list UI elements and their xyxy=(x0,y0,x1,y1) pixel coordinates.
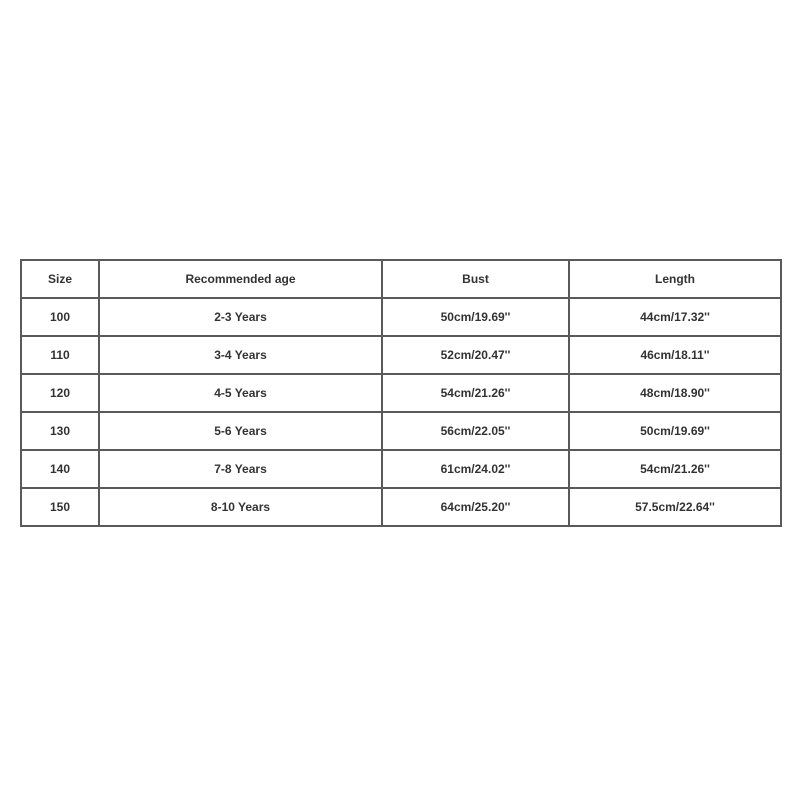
table-row xyxy=(21,374,781,412)
cell-bust: 52cm/20.47'' xyxy=(382,336,569,374)
size-chart-table xyxy=(20,259,782,527)
table-row xyxy=(21,336,781,374)
cell-bust: 61cm/24.02'' xyxy=(382,450,569,488)
cell-size: 110 xyxy=(21,336,99,374)
cell-age: 8-10 Years xyxy=(99,488,382,526)
header-bust: Bust xyxy=(382,260,569,298)
table-row xyxy=(21,298,781,336)
cell-size: 130 xyxy=(21,412,99,450)
header-row xyxy=(21,260,781,298)
cell-length: 48cm/18.90'' xyxy=(569,374,781,412)
cell-age: 5-6 Years xyxy=(99,412,382,450)
table-row xyxy=(21,488,781,526)
header-recommended-age: Recommended age xyxy=(99,260,382,298)
table-body xyxy=(21,298,781,526)
cell-length: 46cm/18.11'' xyxy=(569,336,781,374)
cell-size: 100 xyxy=(21,298,99,336)
cell-length: 44cm/17.32'' xyxy=(569,298,781,336)
table-header xyxy=(21,260,781,298)
cell-age: 3-4 Years xyxy=(99,336,382,374)
header-length: Length xyxy=(569,260,781,298)
cell-length: 57.5cm/22.64'' xyxy=(569,488,781,526)
cell-bust: 50cm/19.69'' xyxy=(382,298,569,336)
cell-size: 140 xyxy=(21,450,99,488)
cell-bust: 64cm/25.20'' xyxy=(382,488,569,526)
cell-size: 120 xyxy=(21,374,99,412)
cell-age: 7-8 Years xyxy=(99,450,382,488)
table-row xyxy=(21,450,781,488)
table-row xyxy=(21,412,781,450)
cell-length: 54cm/21.26'' xyxy=(569,450,781,488)
cell-length: 50cm/19.69'' xyxy=(569,412,781,450)
cell-bust: 56cm/22.05'' xyxy=(382,412,569,450)
cell-age: 4-5 Years xyxy=(99,374,382,412)
cell-age: 2-3 Years xyxy=(99,298,382,336)
cell-bust: 54cm/21.26'' xyxy=(382,374,569,412)
cell-size: 150 xyxy=(21,488,99,526)
header-size: Size xyxy=(21,260,99,298)
